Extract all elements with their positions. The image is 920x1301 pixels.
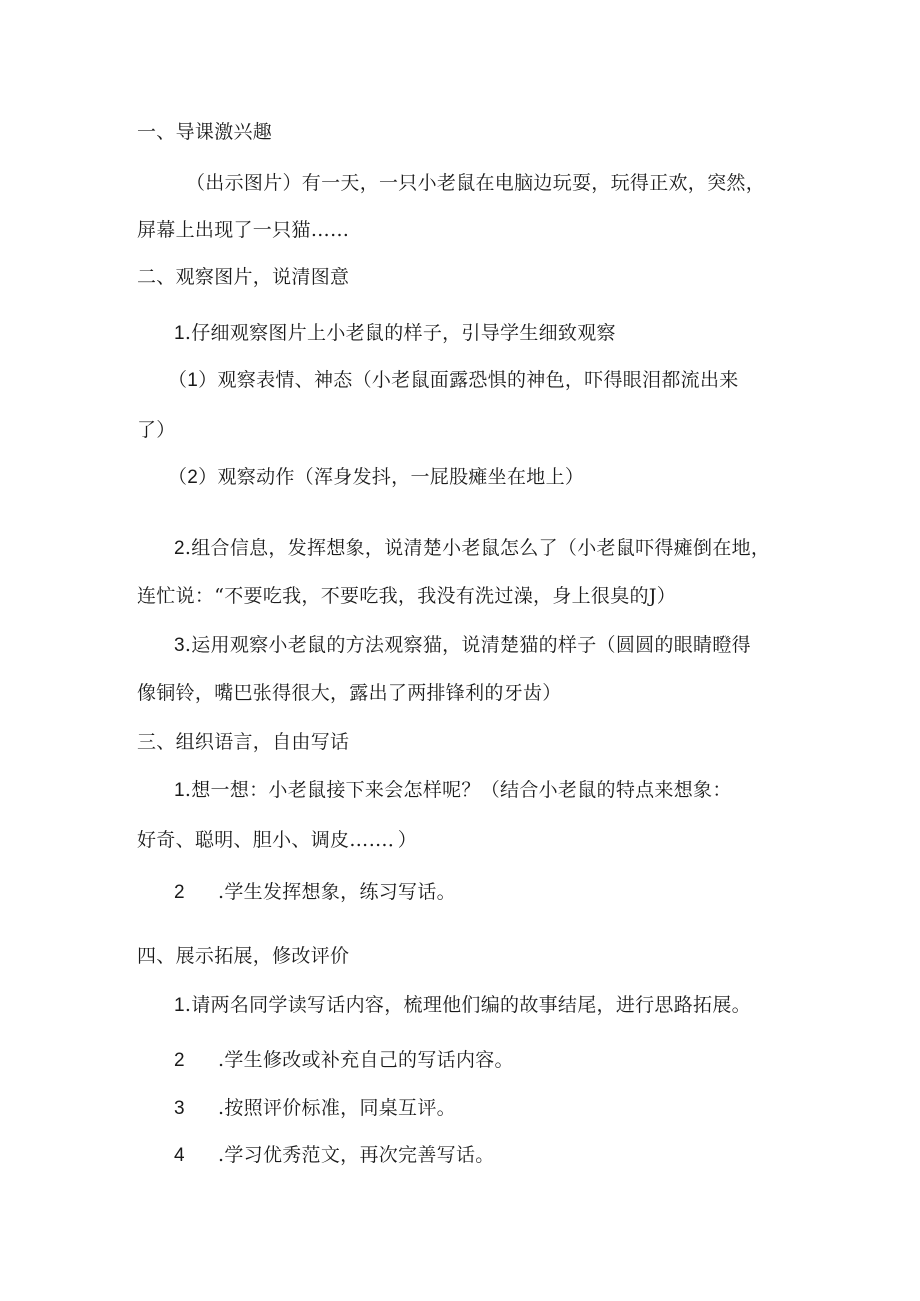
list-item [174, 321, 616, 346]
list-item-text: .学生修改或补充自己的写话内容。 [218, 1049, 514, 1071]
sub-item-text: 观察动作（浑身发抖，一屁股瘫坐在地上） [217, 466, 585, 488]
sub-item [168, 368, 739, 393]
sub-item [168, 465, 584, 490]
list-item-number: 1 [174, 780, 185, 801]
list-item-number: 3 [174, 1098, 185, 1119]
list-item-text: .学生发挥想象，练习写话。 [218, 881, 456, 903]
section-heading-3: 三、组织语言，自由写话 [137, 731, 350, 753]
list-item-number: 4 [174, 1145, 185, 1166]
sub-item-continuation: 了） [137, 419, 176, 441]
sub-item-number: （2） [168, 467, 218, 488]
list-item-text: .运用观察小老鼠的方法观察猫，说清楚猫的样子（圆圆的眼睛瞪得 [184, 634, 751, 656]
list-item-continuation: 像铜铃，嘴巴张得很大，露出了两排锋利的牙齿） [137, 682, 562, 704]
list-item-number: 1 [174, 995, 185, 1016]
list-item [174, 778, 732, 803]
list-item [174, 1048, 514, 1073]
list-item [174, 880, 456, 905]
list-item [174, 536, 770, 561]
list-item-text: .想一想：小老鼠接下来会怎样呢？（结合小老鼠的特点来想象： [184, 779, 732, 801]
list-item-text: .请两名同学读写话内容，梳理他们编的故事结尾，进行思路拓展。 [184, 994, 751, 1016]
list-item-number: 3 [174, 635, 185, 656]
list-item-text: .组合信息，发挥想象，说清楚小老鼠怎么了（小老鼠吓得瘫倒在地， [184, 537, 771, 559]
list-item-continuation: 连忙说：“不要吃我，不要吃我，我没有洗过澡，身上很臭的J） [137, 585, 677, 607]
section-heading-4: 四、展示拓展，修改评价 [137, 945, 350, 967]
list-item-number: 1 [174, 323, 185, 344]
paragraph-line: 屏幕上出现了一只猫…… [137, 219, 350, 241]
paragraph-line: （出示图片）有一天，一只小老鼠在电脑边玩耍，玩得正欢，突然， [186, 172, 766, 194]
sub-item-number: （1） [168, 370, 218, 391]
list-item-number: 2 [174, 1050, 185, 1071]
list-item-text: .仔细观察图片上小老鼠的样子，引导学生细致观察 [184, 322, 616, 344]
list-item [174, 633, 751, 658]
list-item-number: 2 [174, 882, 185, 903]
list-item [174, 1096, 456, 1121]
list-item-text: .按照评价标准，同桌互评。 [218, 1097, 456, 1119]
section-heading-1: 一、导课激兴趣 [137, 121, 273, 143]
list-item [174, 1143, 495, 1168]
list-item-text: .学习优秀范文，再次完善写话。 [218, 1144, 495, 1166]
list-item [174, 993, 751, 1018]
list-item-continuation: 好奇、聪明、胆小、调皮……．） [137, 829, 418, 851]
list-item-number: 2 [174, 538, 185, 559]
sub-item-text: 观察表情、神态（小老鼠面露恐惧的神色，吓得眼泪都流出来 [217, 369, 739, 391]
section-heading-2: 二、观察图片，说清图意 [137, 266, 350, 288]
